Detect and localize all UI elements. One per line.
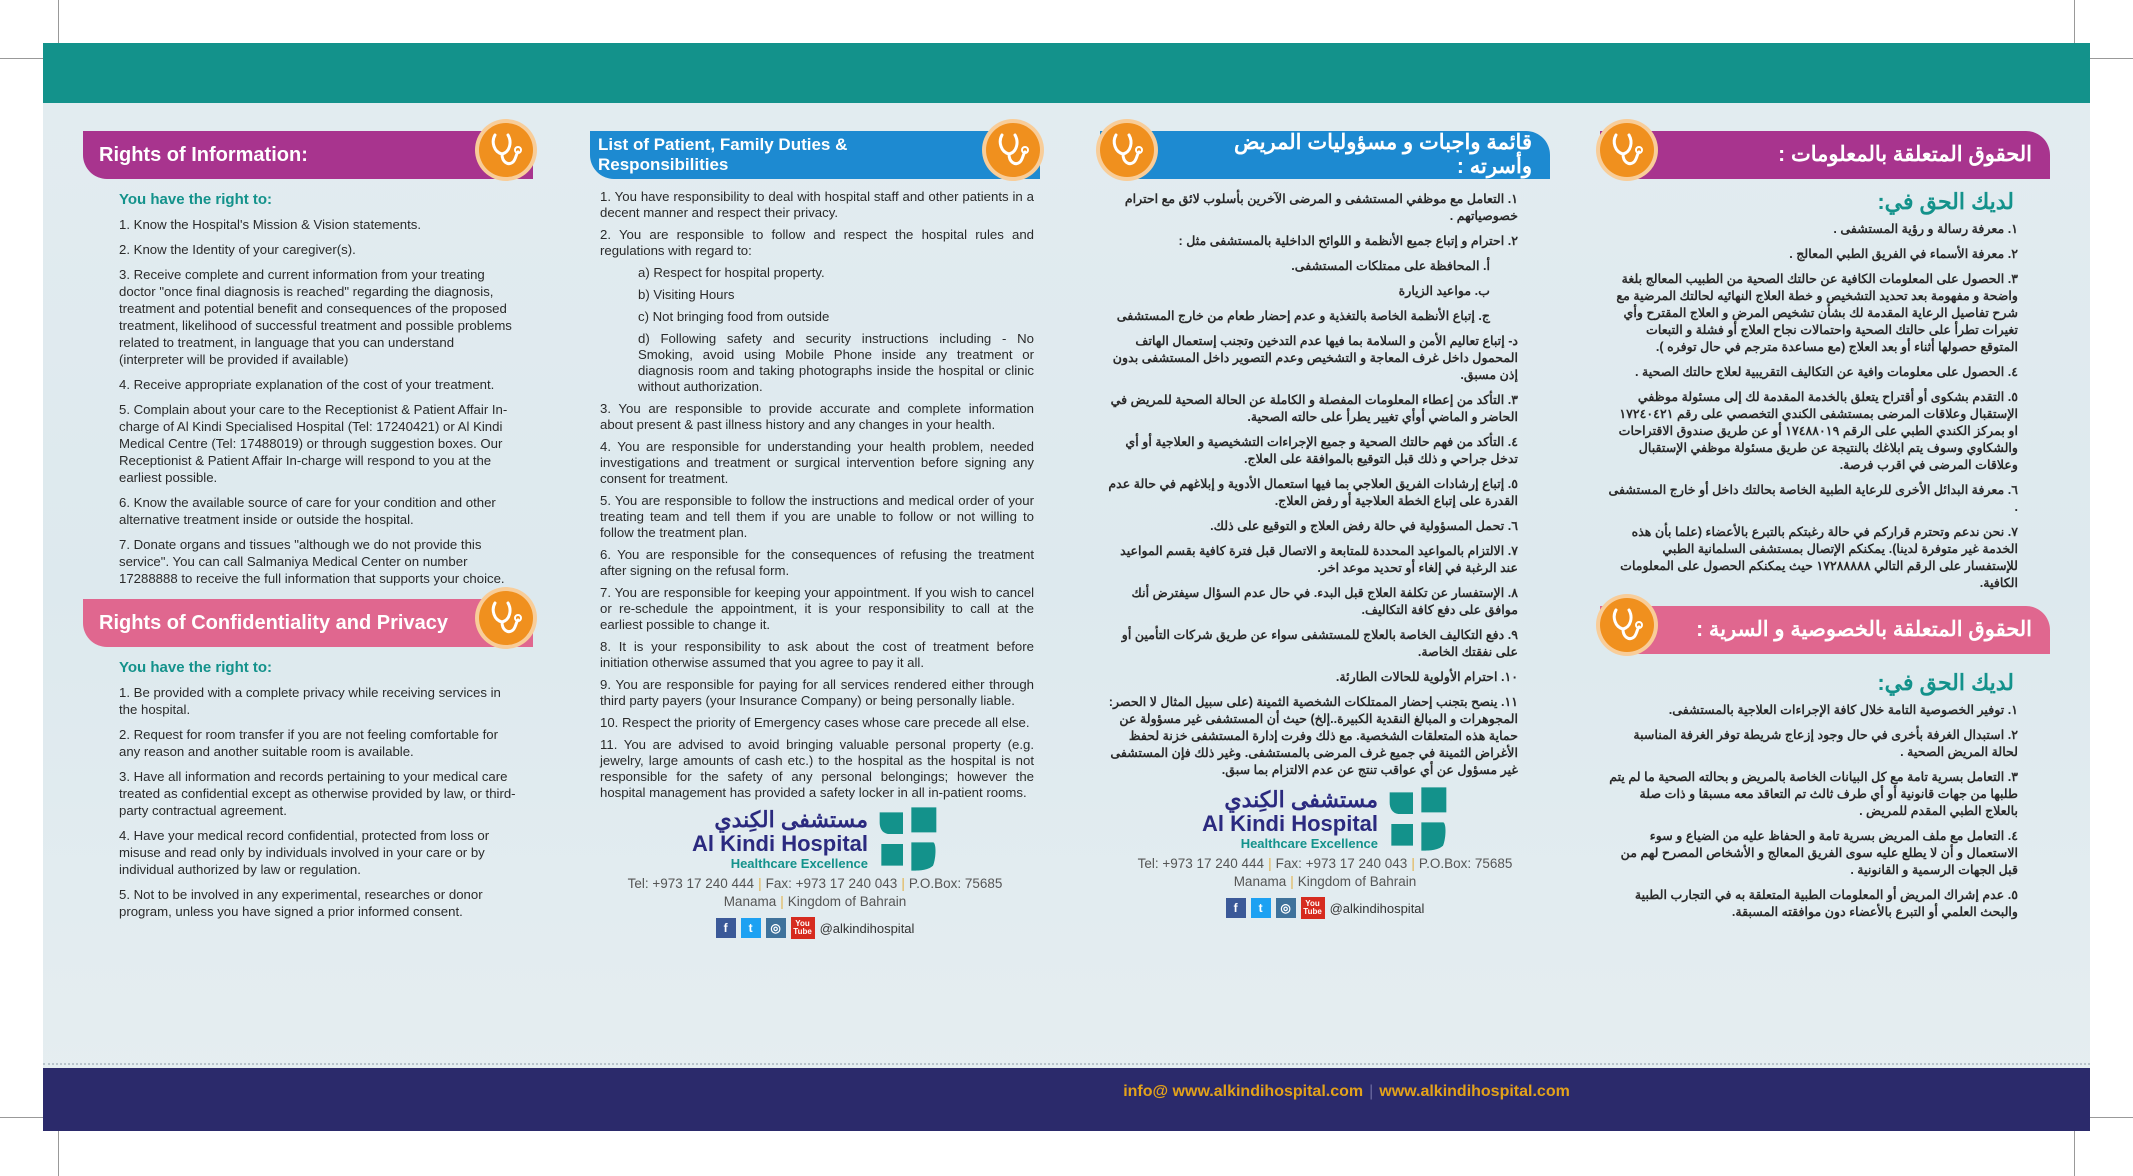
list-item: 5. Not to be involved in any experimental, researches or donor program, unless you have signed a prior informed consent. xyxy=(119,887,483,919)
list-item: 4. Have your medical record confidential, protected from loss or misuse and read only by individuals involved in your care or by individual authorized by law or regulation. xyxy=(119,828,490,877)
list-item: 7. Donate organs and tissues "although we do not provide this service". You can call Salmaniya Medical Center on number 17288888 to receive the full information that supports your choice. xyxy=(119,537,505,586)
country: Kingdom of Bahrain xyxy=(1297,874,1417,889)
crop-mark xyxy=(0,1117,43,1118)
section-subtitle: You have the right to: xyxy=(119,659,273,676)
list-item: ١. توفير الخصوصية التامة خلال كافة الإجراءات العلاجية بالمستشفى. xyxy=(1668,703,2018,717)
list-item: ٦. تحمل المسؤولية في حالة رفض العلاج و التوقيع على ذلك. xyxy=(1210,519,1518,533)
list-item: 6. Know the available source of care for your condition and other alternative treatment inside or outside the hospital. xyxy=(119,495,496,527)
list-item: 1. Be provided with a complete privacy while receiving services in the hospital. xyxy=(119,685,501,717)
logo-tagline: Healthcare Excellence xyxy=(730,855,868,871)
po-box: P.O.Box: 75685 xyxy=(908,876,1003,891)
logo-mark-icon xyxy=(1388,787,1448,851)
list-item: ٥. عدم إشراك المريض أو المعلومات الطبية المتعلقة به في التجارب الطبية والبحث العلمي أو التبرع بالأعضاء دون موافقته المسبقة. xyxy=(1634,888,2018,919)
po-box: P.O.Box: 75685 xyxy=(1418,856,1513,871)
logo-name-en: Al Kindi Hospital xyxy=(1202,810,1378,836)
country: Kingdom of Bahrain xyxy=(787,894,907,909)
list-item: ٦. معرفة البدائل الأخرى للرعاية الطبية الخاصة بحالتك داخل أو خارج المستشفى . xyxy=(1608,483,2018,514)
list-item: ٥. التقدم بشكوى أو أقتراح يتعلق بالخدمة المقدمة لك إلى مسئولة موظفي الإستقبال وعلاقات المرضى بمستشفى الكندي التخصصي على رقم ١٧٢٤٠٤٢١ او بمركز الكندي الطبي على الرقم ١٧٤٨٨٠١٩ أو عن طريق صندوق الاقتراحات والشكاوي وسوف يتم ابلاغك بالنتيجة عن طريق مسئولة موظفي الإستقبال وعلاقات المرضى في اقرب فرصة. xyxy=(1618,390,2018,472)
rights-list xyxy=(83,216,533,587)
list-item: ٢. احترام و إتباع جميع الأنظمة و اللوائح الداخلية بالمستشفى مثل : xyxy=(1178,234,1518,248)
stethoscope-icon xyxy=(1096,119,1158,181)
list-item: 3. Have all information and records pertaining to your medical care treated as confidential except as otherwise provided by law, or third-party contractual agreement. xyxy=(119,769,516,818)
list-item: 1. You have responsibility to deal with hospital staff and other patients in a decent manner and respect their privacy. xyxy=(600,189,1034,220)
fax: Fax: +973 17 240 043 xyxy=(1275,856,1408,871)
list-item: ٩. دفع التكاليف الخاصة بالعلاج للمستشفى سواء عن طريق شركات التأمين أو على نفقتك الخاصة. xyxy=(1121,628,1518,659)
crop-mark xyxy=(2090,58,2133,59)
list-item: ٤. التعامل مع ملف المريض بسرية تامة و الحفاظ عليه من الضياع و سوء الاستعمال و أن لا يطلع عليه سوى الفريق المعالج و الأشخاص المصرح لهم من قبل الجهات الرسمية و القانونية . xyxy=(1620,829,2018,877)
list-item: 4. You are responsible for understanding your health problem, needed investigations and treatment or surgical intervention before signing any consent for treatment. xyxy=(600,439,1034,486)
section-header xyxy=(1600,606,2050,654)
tel: Tel: +973 17 240 444 xyxy=(1137,856,1265,871)
section-header xyxy=(590,131,1040,179)
column-duties-en xyxy=(590,131,1040,939)
stethoscope-icon xyxy=(475,119,537,181)
crop-mark xyxy=(58,1131,59,1176)
section-title: الحقوق المتعلقة بالخصوصية و السرية : xyxy=(1696,618,2032,641)
hospital-logo xyxy=(1100,787,1550,851)
stethoscope-icon xyxy=(1596,119,1658,181)
list-item: ٣. التأكد من إعطاء المعلومات المفصلة و الكاملة عن الحالة الصحية للمريض في الحاضر و الماضي أوأي تغيير يطرأ على حالته الصحية. xyxy=(1110,393,1518,424)
twitter-icon[interactable]: t xyxy=(1251,898,1271,918)
section-title: قائمة واجبات و مسؤوليات المريض وأسرته : xyxy=(1233,131,1532,178)
list-item: c) Not bringing food from outside xyxy=(638,309,830,324)
section-title: Rights of Information: xyxy=(99,144,308,166)
section-title: الحقوق المتعلقة بالمعلومات : xyxy=(1778,143,2032,166)
divider xyxy=(43,1063,2090,1065)
crop-mark xyxy=(2074,1131,2075,1176)
tel: Tel: +973 17 240 444 xyxy=(627,876,755,891)
section-title: List of Patient, Family Duties & Responsibilities xyxy=(598,135,848,174)
list-item: ٧. الالتزام بالمواعيد المحددة للمتابعة و الاتصال قبل فترة كافية بقسم المواعيد عند الرغبة في إلغاء أو تحديد موعد اخر. xyxy=(1120,544,1518,575)
footer-website[interactable]: www.alkindihospital.com xyxy=(1379,1083,1570,1100)
contact-info: Tel: +973 17 240 444 | Fax: +973 17 240 043 | P.O.Box: 75685 Manama | Kingdom of Bahrain xyxy=(627,876,1003,909)
section-header xyxy=(1600,131,2050,179)
list-item: 2. Know the Identity of your caregiver(s). xyxy=(119,242,356,257)
stethoscope-icon xyxy=(982,119,1044,181)
city: Manama xyxy=(1233,874,1287,889)
column-rights-ar xyxy=(1600,131,2050,929)
list-item: ج. إتباع الأنظمة الخاصة بالتغذية و عدم إحضار طعام من خارج المستشفى xyxy=(1116,309,1490,323)
duties-list xyxy=(590,189,1040,801)
brochure xyxy=(43,43,2090,1131)
section-title: Rights of Confidentiality and Privacy xyxy=(99,612,448,634)
social-links xyxy=(1100,897,1550,919)
section-subtitle: لديك الحق في: xyxy=(1877,189,2014,214)
list-item: a) Respect for hospital property. xyxy=(638,265,825,280)
list-item: d) Following safety and security instructions including - No Smoking, avoid using Mobile Phone inside any treatment or diagnosis room and taking photographs inside the hospital or clinic without authorization. xyxy=(638,331,1034,394)
section-header xyxy=(83,131,533,179)
logo-name-ar: مستشفى الكِندي xyxy=(1224,786,1378,812)
list-item: ٣. الحصول على المعلومات الكافية عن حالتك الصحية من الطبيب المعالج بلغة واضحة و مفهومة بعد تحديد التشخيص و خطة العلاج النهائيه لحالتك المرضية مع شرح تفاصيل الرعاية المقدمة لك بشأن تشخيص المرض و العلاج المقترح وأي تغيرات تطرأ على حالتك الصحية واحتمالات نجاح العلاج أو فشلة و التبعات المتوقع حصولها أثناء أو بعد العلاج (مع مساعدة مترجم في حال توفره ). xyxy=(1616,272,2018,354)
social-handle[interactable]: @alkindihospital xyxy=(1329,900,1425,916)
facebook-icon[interactable]: f xyxy=(1226,898,1246,918)
list-item: ٨. الإستفسار عن تكلفة العلاج قبل البدء. في حال عدم السؤال سيفترض أنك موافق على دفع كافة التكاليف. xyxy=(1131,586,1518,617)
city: Manama xyxy=(723,894,777,909)
list-item: 4. Receive appropriate explanation of the cost of your treatment. xyxy=(119,377,495,392)
list-item: 8. It is your responsibility to ask about the cost of treatment before initiation otherwise assumed that you agree to pay it all. xyxy=(600,639,1034,670)
column-rights-information-en xyxy=(83,131,533,928)
footer-email[interactable]: info@ www.alkindihospital.com xyxy=(1123,1083,1364,1100)
list-item: ٢. معرفة الأسماء في الفريق الطبي المعالج . xyxy=(1789,247,2018,261)
youtube-icon[interactable]: You Tube xyxy=(791,917,815,939)
footer-links: info@ www.alkindihospital.com | www.alkindihospital.com xyxy=(1123,1083,1570,1100)
list-item: 2. Request for room transfer if you are not feeling comfortable for any reason and another suitable room is available. xyxy=(119,727,498,759)
stethoscope-icon xyxy=(1596,594,1658,656)
crop-mark xyxy=(2074,0,2075,43)
list-item: 1. Know the Hospital's Mission & Vision statements. xyxy=(119,217,422,232)
list-item: 3. You are responsible to provide accurate and complete information about present & past illness history and any changes in your health. xyxy=(600,401,1034,432)
list-item: b) Visiting Hours xyxy=(638,287,735,302)
list-item: ٥. إتباع إرشادات الفريق العلاجي بما فيها استعمال الأدوية و إبلاغهم في حالة عدم القدرة على إتباع الخطة العلاجية أو رفض العلاج. xyxy=(1108,477,1518,508)
list-item: ١. التعامل مع موظفي المستشفى و المرضى الآخرين بأسلوب لائق مع احترام خصوصياتهم . xyxy=(1124,192,1518,223)
list-item: أ. المحافظة على ممتلكات المستشفى. xyxy=(1291,259,1490,273)
rights-list-ar xyxy=(1600,702,2050,921)
list-item: 7. You are responsible for keeping your appointment. If you wish to cancel or re-schedule the appointment, it is your responsibility to call at the earliest possible to change it. xyxy=(600,585,1034,632)
logo-tagline: Healthcare Excellence xyxy=(1240,835,1378,851)
crop-mark xyxy=(2090,1117,2133,1118)
social-handle[interactable]: @alkindihospital xyxy=(819,920,915,936)
column-duties-ar xyxy=(1100,131,1550,919)
list-item: ٧. نحن ندعم وتحترم قراركم في حالة رغبتكم بالتبرع بالأعضاء (علما بأن هذه الخدمة غير متوفرة لدينا). يمكنكم الإتصال بمستشفى السلمانية الطبي للإستفسار على الرقم التالي ١٧٢٨٨٨٨٨ حيث يمكنكم الحصول على المعلومات الكافية. xyxy=(1620,525,2018,590)
section-subtitle: لديك الحق في: xyxy=(1877,670,2014,695)
list-item: 9. You are responsible for paying for all services rendered either through third party payers (your Insurance Company) or being personally liable. xyxy=(600,677,1034,708)
crop-mark xyxy=(58,0,59,43)
list-item: ب. مواعيد الزيارة xyxy=(1398,284,1490,298)
youtube-icon[interactable]: You Tube xyxy=(1301,897,1325,919)
list-item: 5. You are responsible to follow the instructions and medical order of your treating team and tell them if you are unable to follow or not willing to follow the treatment plan. xyxy=(600,493,1034,540)
rights-list-ar xyxy=(1600,221,2050,592)
hospital-logo xyxy=(590,807,1040,871)
list-item: 6. You are responsible for the consequences of refusing the treatment after signing on the refusal form. xyxy=(600,547,1034,578)
instagram-icon[interactable]: ◎ xyxy=(766,918,786,938)
top-band xyxy=(43,43,2090,103)
section-header xyxy=(1100,131,1550,179)
social-links xyxy=(590,917,1040,939)
rights-list xyxy=(83,684,533,920)
section-header xyxy=(83,599,533,647)
list-item: 11. You are advised to avoid bringing valuable personal property (e.g. jewelry, large amounts of cash etc.) to the hospital as the hospital is not responsible for the safety of any personal belongings; however the hospital management has provided a safety locker in all in-patient rooms. xyxy=(600,737,1034,800)
list-item: ١١. ينصح بتجنب إحضار الممتلكات الشخصية الثمينة (على سبيل المثال لا الحصر: المجوهرات و المبالغ النقدية الكبيرة..إلخ) حيث أن المستشفى غير مسؤولة عن حماية هذه المتعلقات الشخصية. مع ذلك وفرت إدارة المستشفى خزنة لحفظ الأغراض الثمينة في جميع غرف المرضى بالمستشفى. وغير ذلك فإن المستشفى غير مسؤول عن أي عواقب تنتج عن عدم الالتزام بما سبق. xyxy=(1108,695,1518,777)
section-subtitle: You have the right to: xyxy=(119,191,273,208)
logo-name-ar: مستشفى الكِندي xyxy=(714,806,868,832)
list-item: 3. Receive complete and current information from your treating doctor "once final diagnosis is reached" regarding the diagnosis, treatment and potential benefit and consequences of the proposed treatment, likelihood of successful treatment and possible problems related to treatment, in language that you can understand (interpreter will be provided if available) xyxy=(119,267,512,367)
list-item: 10. Respect the priority of Emergency cases whose care precede all else. xyxy=(600,715,1030,730)
stethoscope-icon xyxy=(475,587,537,649)
list-item: ١٠. احترام الأولوية للحالات الطارئة. xyxy=(1335,670,1518,684)
list-item: ٤. التأكد من فهم حالتك الصحية و جميع الإجراءات التشخيصية و العلاجية أو أي تدخل جراحي و ذلك قبل التوقيع بالموافقة على العلاج. xyxy=(1125,435,1518,466)
logo-mark-icon xyxy=(878,807,938,871)
facebook-icon[interactable]: f xyxy=(716,918,736,938)
list-item: 2. You are responsible to follow and respect the hospital rules and regulations with regard to: xyxy=(600,227,1034,258)
list-item: ١. معرفة رسالة و رؤية المستشفى . xyxy=(1833,222,2018,236)
list-item: ٤. الحصول على معلومات وافية عن التكاليف التقريبية لعلاج حالتك الصحية . xyxy=(1635,365,2018,379)
duties-list-ar xyxy=(1100,191,1550,779)
logo-name-en: Al Kindi Hospital xyxy=(692,830,868,856)
instagram-icon[interactable]: ◎ xyxy=(1276,898,1296,918)
contact-info: Tel: +973 17 240 444 | Fax: +973 17 240 043 | P.O.Box: 75685 Manama | Kingdom of Bahrain xyxy=(1137,856,1513,889)
list-item: ٣. التعامل بسرية تامة مع كل البيانات الخاصة بالمريض و بحالته الصحية ما لم يتم طلبها من جهات قانونية أو أي طرف ثالث تم التعاقد معه مسبقا و ذات صلة بالعلاج الطبي المقدم للمريض . xyxy=(1609,770,2018,818)
fax: Fax: +973 17 240 043 xyxy=(765,876,898,891)
crop-mark xyxy=(0,58,43,59)
list-item: د- إتباع تعاليم الأمن و السلامة بما فيها عدم التدخين وتجنب إستعمال الهاتف المحمول داخل غرف المعاجة و التشخيص وعدم التصوير داخل المستشفى بدون إذن مسبق. xyxy=(1112,334,1518,382)
list-item: ٢. استبدال الغرفة بأخرى في حال وجود إزعاج شريطة توفر الغرفة المناسبة لحالة المريض الصحية . xyxy=(1633,728,2018,759)
twitter-icon[interactable]: t xyxy=(741,918,761,938)
list-item: 5. Complain about your care to the Receptionist & Patient Affair In-charge of Al Kindi Specialised Hospital (Tel: 17240421) or Al Kindi Medical Centre (Tel: 17488019) or through suggestion boxes. Our Receptionist & Patient Affair In-charge will respond to you at the earliest possible. xyxy=(119,402,508,485)
